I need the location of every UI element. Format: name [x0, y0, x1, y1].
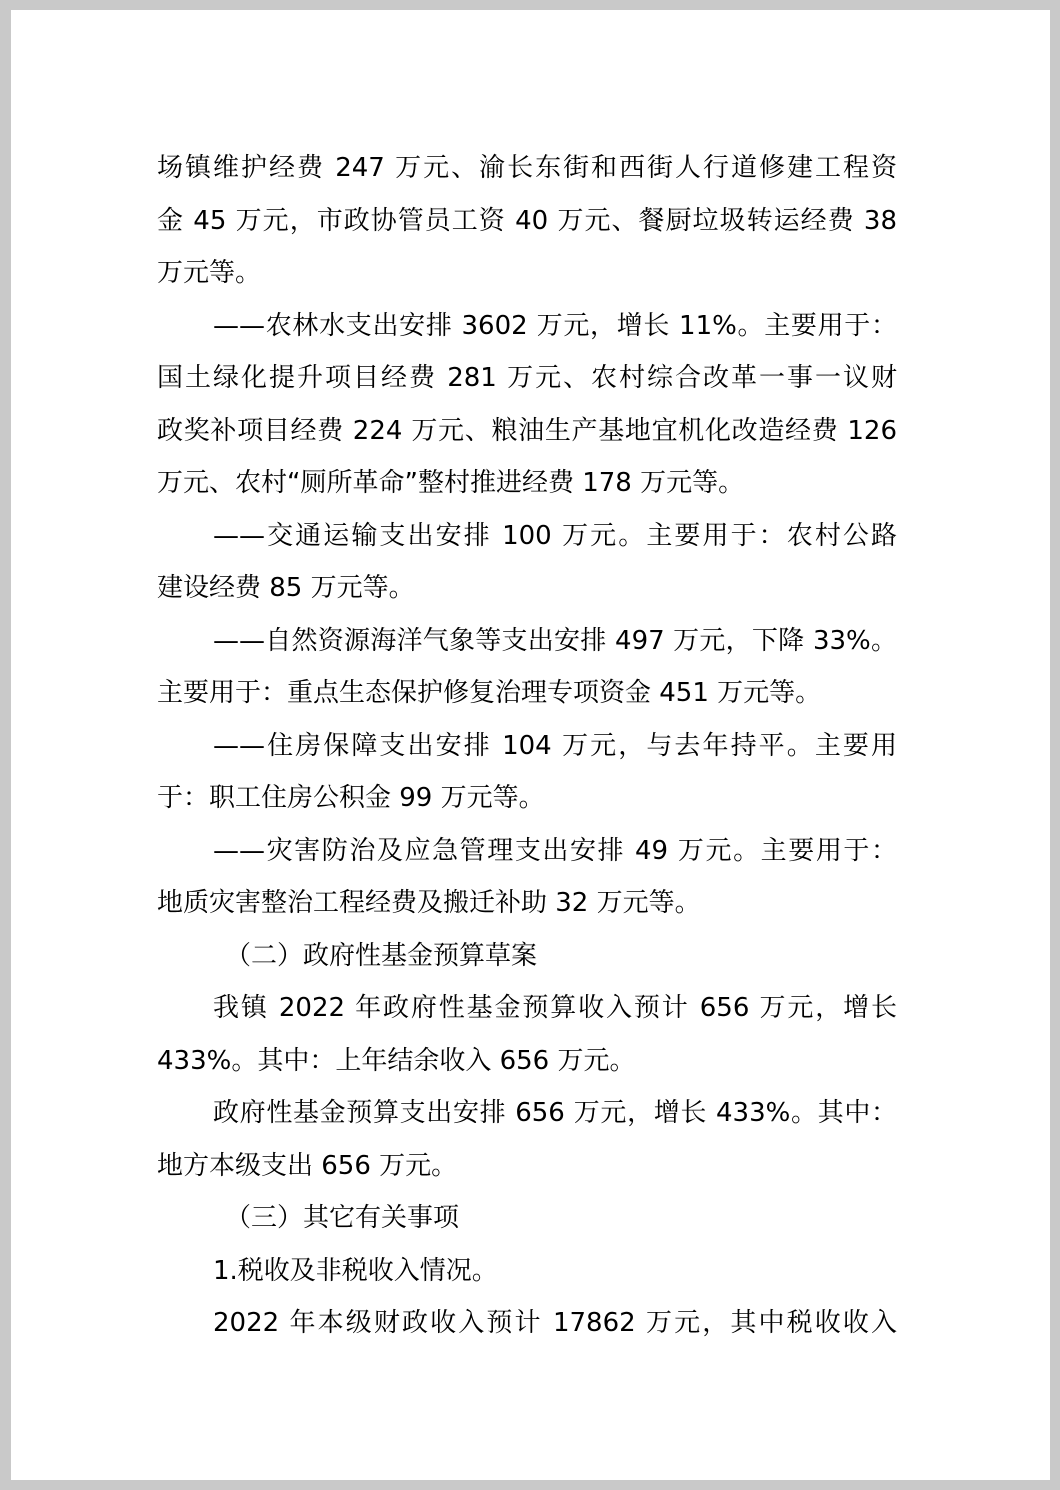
text-line: 地方本级支出 656 万元。 [157, 1151, 458, 1181]
text-line: 地质灾害整治工程经费及搬迁补助 32 万元等。 [157, 888, 701, 918]
text-line: ——农林水支出安排 3602 万元，增长 11%。主要用于： [213, 311, 897, 341]
text-line: 国土绿化提升项目经费 281 万元、农村综合改革一事一议财 [157, 363, 897, 393]
text-line: ——灾害防治及应急管理支出安排 49 万元。主要用于： [213, 836, 897, 866]
text-line: 建设经费 85 万元等。 [157, 573, 415, 603]
text-line: 2022 年本级财政收入预计 17862 万元，其中税收收入 [213, 1308, 897, 1338]
text-line: 万元等。 [157, 258, 262, 288]
text-line: 政奖补项目经费 224 万元、粮油生产基地宜机化改造经费 126 [157, 416, 897, 446]
text-line: ——住房保障支出安排 104 万元，与去年持平。主要用 [213, 731, 897, 761]
text-line: ——交通运输支出安排 100 万元。主要用于：农村公路 [213, 521, 897, 551]
text-line: ——自然资源海洋气象等支出安排 497 万元，下降 33%。 [213, 626, 897, 656]
text-line: 万元、农村“厕所革命”整村推进经费 178 万元等。 [157, 468, 745, 498]
section-heading: （三）其它有关事项 [225, 1203, 460, 1233]
text-line: 于：职工住房公积金 99 万元等。 [157, 783, 545, 813]
text-line: 场镇维护经费 247 万元、渝长东街和西街人行道修建工程资 [157, 153, 897, 183]
text-line: 433%。其中：上年结余收入 656 万元。 [157, 1046, 636, 1076]
text-line: 主要用于：重点生态保护修复治理专项资金 451 万元等。 [157, 678, 822, 708]
text-line: 政府性基金预算支出安排 656 万元，增长 433%。其中： [213, 1098, 897, 1128]
text-line: 1.税收及非税收入情况。 [213, 1256, 498, 1286]
text-line: 我镇 2022 年政府性基金预算收入预计 656 万元，增长 [213, 993, 897, 1023]
text-line: 金 45 万元，市政协管员工资 40 万元、餐厨垃圾转运经费 38 [157, 206, 897, 236]
section-heading: （二）政府性基金预算草案 [225, 941, 538, 971]
